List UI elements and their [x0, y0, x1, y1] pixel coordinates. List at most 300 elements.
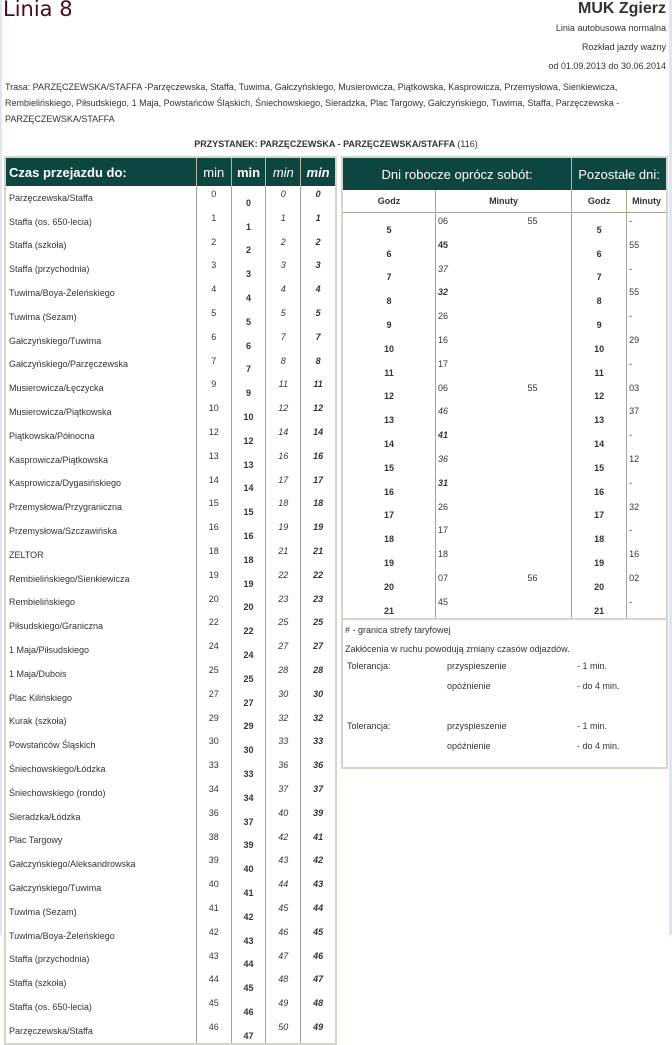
travel-time-value: 24: [231, 638, 266, 662]
weekday-hour: 12: [383, 391, 394, 402]
weekday-minute-cell: [494, 237, 572, 261]
weekday-minute: 26: [438, 311, 449, 322]
departure-row: [342, 356, 667, 380]
travel-time-value: 44: [301, 900, 336, 924]
travel-times-col-1: min: [196, 157, 231, 186]
departure-row: [342, 427, 667, 451]
travel-time-value: 37: [231, 805, 266, 829]
travel-time-value: 36: [196, 805, 231, 829]
travel-time-row: [5, 257, 336, 281]
stop-name: Plac Kilińskiego: [9, 692, 73, 703]
departure-row: [342, 261, 667, 285]
weekday-hour: 19: [383, 557, 394, 568]
travel-time-value: 33: [231, 757, 266, 781]
travel-time-value: 13: [231, 448, 266, 472]
travel-time-row: [5, 329, 336, 353]
weekday-minute-cell: [494, 380, 572, 404]
departure-row: [342, 451, 667, 475]
other-days-hour: 19: [572, 546, 627, 570]
travel-time-value: 45: [196, 995, 231, 1019]
travel-time-value: 21: [301, 543, 336, 567]
weekday-hour: 6: [386, 248, 392, 259]
stop-name: Kasprowicza/Piątkowska: [9, 454, 109, 465]
travel-time-row: [5, 1019, 336, 1044]
other-days-minute: -: [627, 213, 667, 237]
weekday-hour: 16: [383, 486, 394, 497]
tolerance-row: [345, 681, 664, 701]
travel-time-value: 39: [231, 829, 266, 853]
tolerance-late-value: - do 4 min.: [577, 680, 620, 691]
travel-time-value: 1: [266, 210, 301, 234]
departure-row: [342, 594, 667, 619]
travel-time-value: 8: [301, 353, 336, 377]
weekday-hour: 17: [383, 510, 394, 521]
travel-time-row: [5, 376, 336, 400]
travel-time-row: [5, 448, 336, 472]
travel-time-value: 40: [196, 876, 231, 900]
weekday-minute-cell: [436, 522, 495, 546]
weekday-hour: 7: [386, 272, 392, 283]
travel-time-value: 30: [301, 686, 336, 710]
stop-name: Kurak (szkoła): [9, 716, 67, 727]
departure-row: [342, 213, 667, 237]
weekday-minute: 06: [438, 382, 449, 393]
departure-row: [342, 308, 667, 332]
weekday-minute-cell: [436, 570, 495, 594]
travel-time-row: [5, 829, 336, 853]
stop-name: Powstańców Śląskich: [9, 740, 96, 751]
travel-times-header-row: [5, 157, 336, 186]
travel-time-value: 32: [266, 710, 301, 734]
zone-boundary-note: # - granica strefy taryfowej: [345, 624, 451, 635]
other-days-minute: -: [627, 475, 667, 499]
travel-time-value: 40: [266, 805, 301, 829]
travel-time-row: [5, 186, 336, 210]
disruptions-note: Zakłócenia w ruchu powodują zmiany czasów odjazdów.: [345, 643, 570, 654]
weekday-minute: 06: [438, 216, 449, 226]
weekdays-hour-header: Godz: [342, 190, 436, 213]
travel-time-row: [5, 757, 336, 781]
weekday-minute-cell: [436, 451, 495, 475]
travel-time-row: [5, 543, 336, 567]
travel-time-value: 16: [196, 519, 231, 543]
departure-row: [342, 475, 667, 499]
stop-name: 1 Maja/Piłsudskiego: [9, 645, 90, 656]
weekday-minute: 41: [438, 430, 449, 441]
weekday-minute-cell: [494, 570, 572, 594]
stop-name: Przemysłowa/Szczawińska: [9, 526, 118, 537]
departures-table: [341, 156, 668, 769]
travel-times-col-4: min: [301, 157, 336, 186]
weekday-minute-cell: [436, 356, 495, 380]
travel-time-row: [5, 519, 336, 543]
other-days-hour: 13: [572, 403, 627, 427]
stop-name: Sieradzka/Łódzka: [9, 811, 81, 822]
stop-name: Gałczyńskiego/Parzęczewska: [9, 359, 129, 370]
other-days-hour: 9: [572, 308, 627, 332]
travel-time-value: 9: [231, 376, 266, 400]
other-days-minute: -: [627, 261, 667, 285]
travel-time-row: [5, 971, 336, 995]
travel-time-value: 16: [301, 448, 336, 472]
travel-time-row: [5, 591, 336, 615]
travel-time-value: 16: [231, 519, 266, 543]
travel-time-value: 40: [231, 852, 266, 876]
travel-time-value: 41: [231, 876, 266, 900]
travel-time-value: 3: [231, 257, 266, 281]
travel-time-value: 28: [266, 662, 301, 686]
travel-time-row: [5, 805, 336, 829]
weekday-minute: 31: [438, 477, 449, 488]
other-days-hour: 6: [572, 237, 627, 261]
other-days-hour: 5: [572, 213, 627, 237]
travel-time-value: 3: [301, 257, 336, 281]
stop-name: Plac Targowy: [9, 835, 63, 846]
stop-name: Śniechowskiego (rondo): [9, 787, 106, 798]
weekday-minute: 26: [438, 501, 449, 512]
travel-time-value: 6: [231, 329, 266, 353]
weekday-hour: 20: [383, 581, 394, 592]
travel-time-value: 39: [301, 805, 336, 829]
tolerance-early-value: - 1 min.: [577, 660, 608, 671]
weekdays-minutes-header: Minuty: [436, 190, 572, 213]
stop-name: 1 Maja/Dubois: [9, 668, 67, 679]
other-days-hour: 10: [572, 332, 627, 356]
travel-time-value: 0: [266, 186, 301, 210]
stop-name: Piłsudskiego/Graniczna: [9, 621, 104, 632]
weekday-hour: 5: [386, 224, 392, 235]
other-days-minute: -: [627, 594, 667, 619]
stop-name: Staffa (os. 650-lecia): [9, 1001, 92, 1012]
travel-time-value: 1: [196, 210, 231, 234]
stop-name: Staffa (przychodnia): [9, 954, 90, 965]
travel-time-value: 42: [266, 829, 301, 853]
weekday-minute: 56: [527, 572, 538, 583]
weekday-minute: 17: [438, 358, 449, 369]
other-days-minute: 16: [627, 546, 667, 570]
travel-time-row: [5, 662, 336, 686]
travel-time-value: 0: [196, 186, 231, 210]
weekday-minute: 07: [438, 572, 449, 583]
other-days-minutes-header: Minuty: [627, 190, 667, 213]
other-days-minute: 02: [627, 570, 667, 594]
weekday-hour: 9: [386, 319, 392, 330]
weekday-hour: 8: [386, 296, 392, 307]
stop-name: Piątkowska/Północna: [9, 430, 95, 441]
travel-time-value: 18: [266, 495, 301, 519]
travel-time-value: 46: [301, 948, 336, 972]
travel-time-value: 42: [231, 900, 266, 924]
stop-name: Gałczyńskiego/Tuwima: [9, 883, 102, 893]
other-days-hour-header: Godz: [572, 190, 627, 213]
travel-time-value: 1: [231, 210, 266, 234]
departures-group-header-row: [342, 157, 667, 190]
travel-time-value: 41: [301, 829, 336, 853]
weekday-minute: 45: [438, 596, 449, 607]
travel-time-value: 30: [196, 733, 231, 757]
travel-time-value: 37: [301, 781, 336, 805]
travel-time-value: 12: [196, 424, 231, 448]
travel-time-value: 43: [196, 948, 231, 972]
travel-time-value: 27: [301, 638, 336, 662]
travel-time-value: 36: [266, 757, 301, 781]
travel-time-value: 0: [231, 186, 266, 210]
stop-name: Musierowicza/Łęczycka: [9, 383, 104, 394]
departures-sub-header-row: [342, 190, 667, 213]
travel-time-value: 22: [231, 614, 266, 638]
travel-time-value: 2: [196, 234, 231, 258]
travel-time-value: 47: [231, 1019, 266, 1044]
travel-time-row: [5, 852, 336, 876]
weekday-minute-cell: [436, 284, 495, 308]
departure-row: [342, 570, 667, 594]
travel-time-row: [5, 614, 336, 638]
travel-time-row: [5, 424, 336, 448]
weekday-minute-cell: [494, 546, 572, 570]
weekday-minute-cell: [436, 594, 495, 619]
weekday-minute-cell: [494, 213, 572, 237]
travel-time-value: 36: [301, 757, 336, 781]
travel-time-value: 6: [196, 329, 231, 353]
weekday-minute-cell: [436, 475, 495, 499]
travel-time-value: 32: [301, 710, 336, 734]
travel-time-value: 9: [196, 376, 231, 400]
travel-time-row: [5, 686, 336, 710]
stop-name: Śniechowskiego/Łódzka: [9, 764, 106, 775]
stop-heading: [0, 139, 672, 149]
travel-time-row: [5, 234, 336, 258]
travel-time-value: 48: [301, 995, 336, 1019]
stop-name: Parzęczewska/Staffa: [9, 192, 93, 203]
travel-time-value: 10: [231, 400, 266, 424]
travel-time-value: 45: [301, 924, 336, 948]
weekday-minute-cell: [436, 332, 495, 356]
stop-name: Rembielińskiego: [9, 597, 76, 608]
other-days-minute: 12: [627, 451, 667, 475]
stop-name: Przemysłowa/Przygraniczna: [9, 502, 123, 513]
weekday-minute-cell: [494, 284, 572, 308]
tolerance-table: [345, 661, 664, 761]
validity-label: Rozkład jazdy ważny: [581, 42, 666, 52]
travel-time-value: 19: [266, 519, 301, 543]
travel-time-row: [5, 710, 336, 734]
stop-name: Tuwima (Sezam): [9, 906, 77, 917]
weekday-minute-cell: [436, 261, 495, 285]
travel-time-value: 20: [231, 591, 266, 615]
travel-time-value: 12: [231, 424, 266, 448]
travel-time-value: 29: [196, 710, 231, 734]
travel-time-value: 23: [266, 591, 301, 615]
weekday-minute-cell: [436, 546, 495, 570]
travel-time-value: 10: [196, 400, 231, 424]
travel-time-row: [5, 876, 336, 900]
weekday-minute-cell: [494, 356, 572, 380]
travel-time-value: 3: [196, 257, 231, 281]
weekday-hour: 11: [384, 367, 394, 378]
other-days-hour: 14: [572, 427, 627, 451]
other-days-minute: 55: [627, 284, 667, 308]
stop-name: ZELTOR: [9, 549, 44, 560]
other-days-hour: 7: [572, 261, 627, 285]
travel-time-row: [5, 400, 336, 424]
weekday-minute-cell: [494, 427, 572, 451]
weekday-minute: 55: [527, 382, 538, 393]
weekday-minute-cell: [494, 594, 572, 619]
travel-time-value: 24: [196, 638, 231, 662]
other-days-minute: 37: [627, 403, 667, 427]
departure-row: [342, 237, 667, 261]
travel-time-value: 15: [231, 495, 266, 519]
travel-time-value: 43: [231, 924, 266, 948]
notes-row: [342, 619, 667, 768]
stop-name: Parzęczewska/Staffa: [9, 1025, 93, 1036]
tolerance-late-label: opóźnienie: [447, 680, 491, 691]
travel-time-value: 38: [196, 829, 231, 853]
travel-time-value: 28: [301, 662, 336, 686]
travel-time-value: 50: [266, 1019, 301, 1044]
weekday-hour: 18: [383, 534, 394, 545]
weekday-minute: 16: [438, 334, 449, 345]
weekday-minute: 18: [438, 549, 449, 560]
tolerance-early-value: - 1 min.: [577, 720, 608, 731]
weekday-hour: 13: [383, 415, 394, 426]
travel-time-value: 8: [266, 353, 301, 377]
travel-time-value: 2: [231, 234, 266, 258]
weekday-minute-cell: [436, 213, 495, 237]
travel-time-value: 30: [231, 733, 266, 757]
departure-row: [342, 332, 667, 356]
travel-times-header: Czas przejazdu do:: [5, 157, 196, 186]
travel-times-col-3: min: [266, 157, 301, 186]
weekday-minute-cell: [436, 380, 495, 404]
travel-time-value: 5: [196, 305, 231, 329]
travel-time-value: 20: [196, 591, 231, 615]
weekday-minute: 32: [438, 287, 449, 298]
weekday-minute: 37: [438, 263, 449, 274]
travel-time-value: 37: [266, 781, 301, 805]
other-days-hour: 18: [572, 522, 627, 546]
travel-time-value: 14: [196, 472, 231, 496]
validity-range: od 01.09.2013 do 30.06.2014: [548, 61, 666, 71]
travel-time-value: 16: [266, 448, 301, 472]
travel-time-value: 4: [196, 281, 231, 305]
travel-time-value: 5: [266, 305, 301, 329]
travel-time-value: 25: [196, 662, 231, 686]
travel-time-value: 27: [231, 686, 266, 710]
travel-time-value: 44: [266, 876, 301, 900]
travel-time-value: 2: [266, 234, 301, 258]
stop-name: Staffa (os. 650-lecia): [9, 216, 92, 227]
travel-time-row: [5, 995, 336, 1019]
travel-time-value: 21: [266, 543, 301, 567]
departure-row: [342, 403, 667, 427]
travel-time-row: [5, 495, 336, 519]
travel-time-value: 33: [301, 733, 336, 757]
travel-time-value: 4: [266, 281, 301, 305]
travel-time-row: [5, 638, 336, 662]
travel-time-value: 43: [266, 852, 301, 876]
company-name: MUK Zgierz: [578, 0, 666, 17]
other-days-minute: 55: [627, 237, 667, 261]
weekday-hour: 15: [383, 462, 394, 473]
travel-time-value: 2: [301, 234, 336, 258]
travel-time-row: [5, 567, 336, 591]
stop-name: Kasprowicza/Dygasińskiego: [9, 478, 122, 489]
tolerance-early-label: przyspieszenie: [447, 720, 507, 731]
tolerance-row: [345, 741, 664, 761]
other-days-hour: 15: [572, 451, 627, 475]
travel-time-value: 19: [301, 519, 336, 543]
weekday-minute-cell: [436, 427, 495, 451]
weekday-minute-cell: [494, 261, 572, 285]
stop-name: Gałczyńskiego/Tuwima: [9, 335, 102, 346]
travel-time-value: 3: [266, 257, 301, 281]
weekday-minute-cell: [494, 451, 572, 475]
stop-name: Staffa (szkoła): [9, 978, 67, 989]
stop-name: Rembielińskiego/Sienkiewicza: [9, 573, 130, 584]
weekday-hour: 14: [383, 438, 394, 449]
weekday-minute: 46: [438, 406, 449, 417]
weekday-hour: 10: [383, 343, 394, 354]
travel-time-value: 14: [301, 424, 336, 448]
other-days-minute: 29: [627, 332, 667, 356]
route-description: Trasa: PARZĘCZEWSKA/STAFFA -Parzęczewska, Staffa, Tuwima, Gałczyńskiego, Musierowicza, Piątkowska, Kasprowicza, Przemysłowa, Sienkiewicza, Rembielińskiego, Piłsudskiego, 1 Maja, Powstańców Śląskich, Śniechowskiego, Sieradzka, Plac Targowy, Gałczyńskiego, Tuwima, Staffa, Parzęczewska - PARZĘCZEWSKA/STAFFA: [5, 82, 620, 124]
departure-row: [342, 380, 667, 404]
travel-time-value: 7: [301, 329, 336, 353]
other-days-hour: 21: [572, 594, 627, 619]
travel-time-value: 34: [231, 781, 266, 805]
travel-time-value: 12: [301, 400, 336, 424]
travel-time-value: 47: [266, 948, 301, 972]
travel-time-row: [5, 281, 336, 305]
tolerance-row: [345, 661, 664, 681]
other-days-hour: 20: [572, 570, 627, 594]
stop-name: Staffa (przychodnia): [9, 264, 90, 275]
travel-time-value: 5: [231, 305, 266, 329]
travel-time-value: 27: [196, 686, 231, 710]
travel-times-table: [4, 156, 337, 1045]
weekday-minute-cell: [494, 475, 572, 499]
travel-time-value: 44: [196, 971, 231, 995]
travel-time-value: 11: [266, 376, 301, 400]
travel-time-value: 46: [196, 1019, 231, 1044]
tolerance-late-value: - do 4 min.: [577, 740, 620, 751]
stop-name: Musierowicza/Piątkowska: [9, 407, 112, 418]
travel-time-value: 45: [231, 971, 266, 995]
travel-time-value: 7: [196, 353, 231, 377]
weekday-minute-cell: [436, 499, 495, 523]
weekday-minute-cell: [494, 332, 572, 356]
travel-time-value: 22: [196, 614, 231, 638]
travel-time-value: 27: [266, 638, 301, 662]
travel-time-value: 44: [231, 948, 266, 972]
travel-time-value: 4: [301, 281, 336, 305]
travel-time-value: 14: [231, 472, 266, 496]
tolerance-row: [345, 721, 664, 741]
travel-time-value: 7: [231, 353, 266, 377]
travel-time-row: [5, 781, 336, 805]
other-days-minute: -: [627, 356, 667, 380]
travel-time-value: 14: [266, 424, 301, 448]
other-days-hour: 12: [572, 380, 627, 404]
weekday-minute-cell: [436, 308, 495, 332]
travel-time-value: 42: [301, 852, 336, 876]
weekday-minute-cell: [494, 403, 572, 427]
travel-time-row: [5, 948, 336, 972]
travel-time-value: 15: [196, 495, 231, 519]
weekdays-header: Dni robocze oprócz sobót:: [342, 157, 572, 190]
travel-time-value: 17: [301, 472, 336, 496]
